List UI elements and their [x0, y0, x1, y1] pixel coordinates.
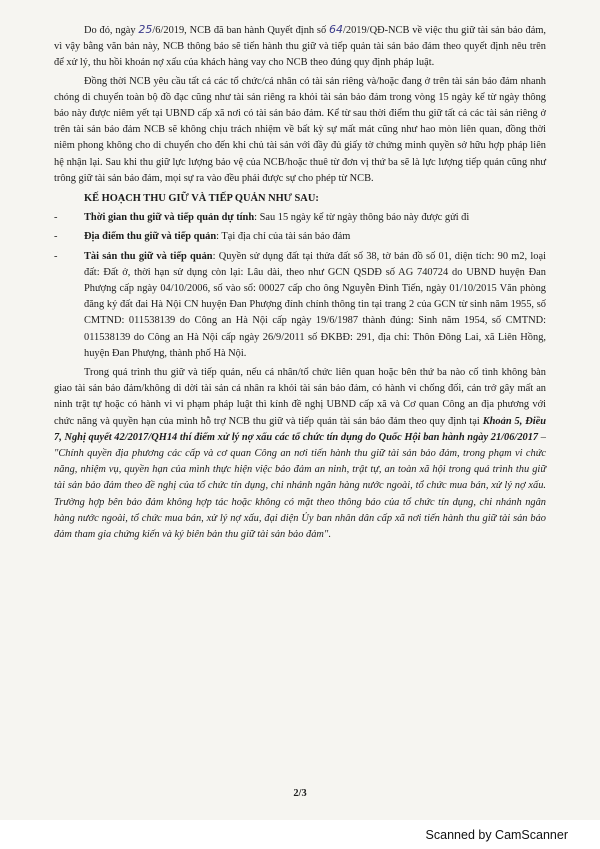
scanner-footer	[0, 820, 600, 849]
bullet-dash: -	[54, 212, 58, 224]
document-body	[54, 22, 546, 545]
decision-text-3: /2019/QĐ-NCB về việc thu giữ tài sản bảo đảm, vì vậy bằng văn bản này, NCB thông báo sẽ tiến hành thu giữ và tiếp quản tài sản bảo đảm theo quyết định nêu trên để xử lý, thu hồi khoản nợ xấu của khách hàng vay cho NCB theo đúng quy định pháp luật.	[54, 25, 546, 69]
bullet-label: Tài sản thu giữ và tiếp quản	[84, 250, 213, 262]
bullet-dash: -	[54, 250, 58, 262]
bullet-dash: -	[54, 231, 58, 243]
decision-text-2: /6/2019, NCB đã ban hành Quyết định số	[152, 25, 330, 36]
legal-citation: Khoản 5, Điều 7, Nghị quyết 42/2017/QH14 thí điểm xử lý nợ xấu các tổ chức tín dụng do Quốc Hội ban hành ngày 21/06/2017	[54, 415, 546, 443]
handwritten-decision-number: 64	[329, 23, 344, 36]
legal-end: .	[328, 529, 331, 541]
bullet-text: : Quyền sử dụng đất tại thửa đất số 38, tờ bản đồ số 01, diện tích: 90 m2, loại đất: Đất ở, thời hạn sử dụng còn lại: Lâu dài, theo như GCN QSDĐ số AG 740724 do UBND huyện Đan Phượng cấp ngày 04/10/2006, số vào sổ: 00027 cấp cho ông Nguyễn Đình Tiến, ngày 01/10/2015 Văn phòng đăng ký đất đai Hà Nội CN huyện Đan Phượng đính chính thông tin tại trang 2 của GCN từ sinh năm 1955, số CMTND: 011538139 do Công an Hà Nội cấp ngày 19/6/1987 thành đúng: Sinh năm 1954, số CMTND: 011538139 do Công an Hà Nội cấp ngày 26/9/2011 số ĐKBĐ: 291, địa chỉ: Thôn Đông Lai, xã Liên Hồng, huyện Đan Phượng, thành phố Hà Nội.	[84, 250, 546, 359]
decision-text-1: Do đó, ngày	[84, 25, 139, 36]
bullet-text: : Sau 15 ngày kể từ ngày thông báo này được gửi đi	[254, 212, 470, 224]
paragraph-decision	[54, 22, 546, 72]
page-number: 2/3	[293, 788, 307, 799]
legal-quote: "Chính quyền địa phương các cấp và cơ quan Công an nơi tiến hành thu giữ tài sản bảo đảm, trong phạm vi chức năng, nhiệm vụ, quyền hạn của mình thực hiện việc bảo đảm an ninh, trật tự, an toàn xã hội trong quá trình thu giữ tài sản bảo đảm theo đề nghị của tổ chức tín dụng, chi nhánh ngân hàng nước ngoài, tổ chức mua bán, xử lý nợ xấu. Trường hợp bên bảo đảm không hợp tác hoặc không có mặt theo thông báo của tổ chức tín dụng, chi nhánh ngân hàng nước ngoài, tổ chức mua bán, xử lý nợ xấu, đại diện Ủy ban nhân dân cấp xã nơi tiến hành thu giữ tài sản bảo đảm tham gia chứng kiến và ký biên bản thu giữ tài sản bảo đảm"	[54, 448, 546, 541]
legal-dash: –	[538, 431, 546, 443]
handwritten-day: 25	[138, 23, 153, 36]
bullet-label: Thời gian thu giữ và tiếp quản dự tính	[84, 212, 255, 224]
bullet-asset	[54, 249, 546, 362]
bullet-text: : Tại địa chỉ của tài sản bảo đảm	[216, 231, 351, 243]
bullet-time	[54, 210, 546, 226]
paragraph-request: Đồng thời NCB yêu cầu tất cả các tổ chức/cá nhân có tài sản riêng và/hoặc đang ở trên tài sản bảo đảm nhanh chóng di chuyển toàn bộ đồ đạc cũng như tài sản riêng ra khỏi tài sản bảo đảm trong vòng 15 ngày kể từ ngày thông báo này được niêm yết tại UBND cấp xã nơi có tài sản bảo đảm. Kể từ sau thời điểm thu giữ tất cả các tài sản riêng ở trên tài sản bảo đảm NCB sẽ không chịu trách nhiệm về bất kỳ sự mất mát cũng như hao mòn liên quan, đồng thời niêm phong không cho di chuyển cho đến khi chủ tài sản với đầy đủ giấy tờ chứng minh quyền sở hữu hợp pháp liên hệ nhận lại. Sau khi thu giữ lực lượng bảo vệ của NCB/hoặc thuê từ đơn vị thứ ba sẽ là lực lượng tiếp quản cũng như trông giữ tài sản bảo đảm, mọi sự ra vào đều phải được sự cho phép từ NCB.	[54, 75, 546, 184]
legal-text: Trong quá trình thu giữ và tiếp quản, nếu cá nhân/tổ chức liên quan hoặc bên thứ ba nào cố tình không bàn giao tài sản bảo đảm/không di dời tài sản cá nhân ra khỏi tài sản bảo đảm, có hành vi chống đối, cản trở gây mất an ninh trật tự hoặc có hành vi vi phạm pháp luật thì kính đề nghị UBND cấp xã và Cơ quan Công an địa phương với chức năng và quyền hạn của mình hỗ trợ NCB thu giữ và tiếp quản tài sản bảo đảm theo quy định tại	[54, 367, 546, 427]
camscanner-watermark: Scanned by CamScanner	[425, 828, 568, 842]
bullet-label: Địa điểm thu giữ và tiếp quản	[84, 231, 217, 243]
section-heading: KẾ HOẠCH THU GIỮ VÀ TIẾP QUẢN NHƯ SAU:	[84, 193, 319, 205]
bullet-location	[54, 229, 546, 245]
paragraph-legal-basis	[54, 365, 546, 543]
